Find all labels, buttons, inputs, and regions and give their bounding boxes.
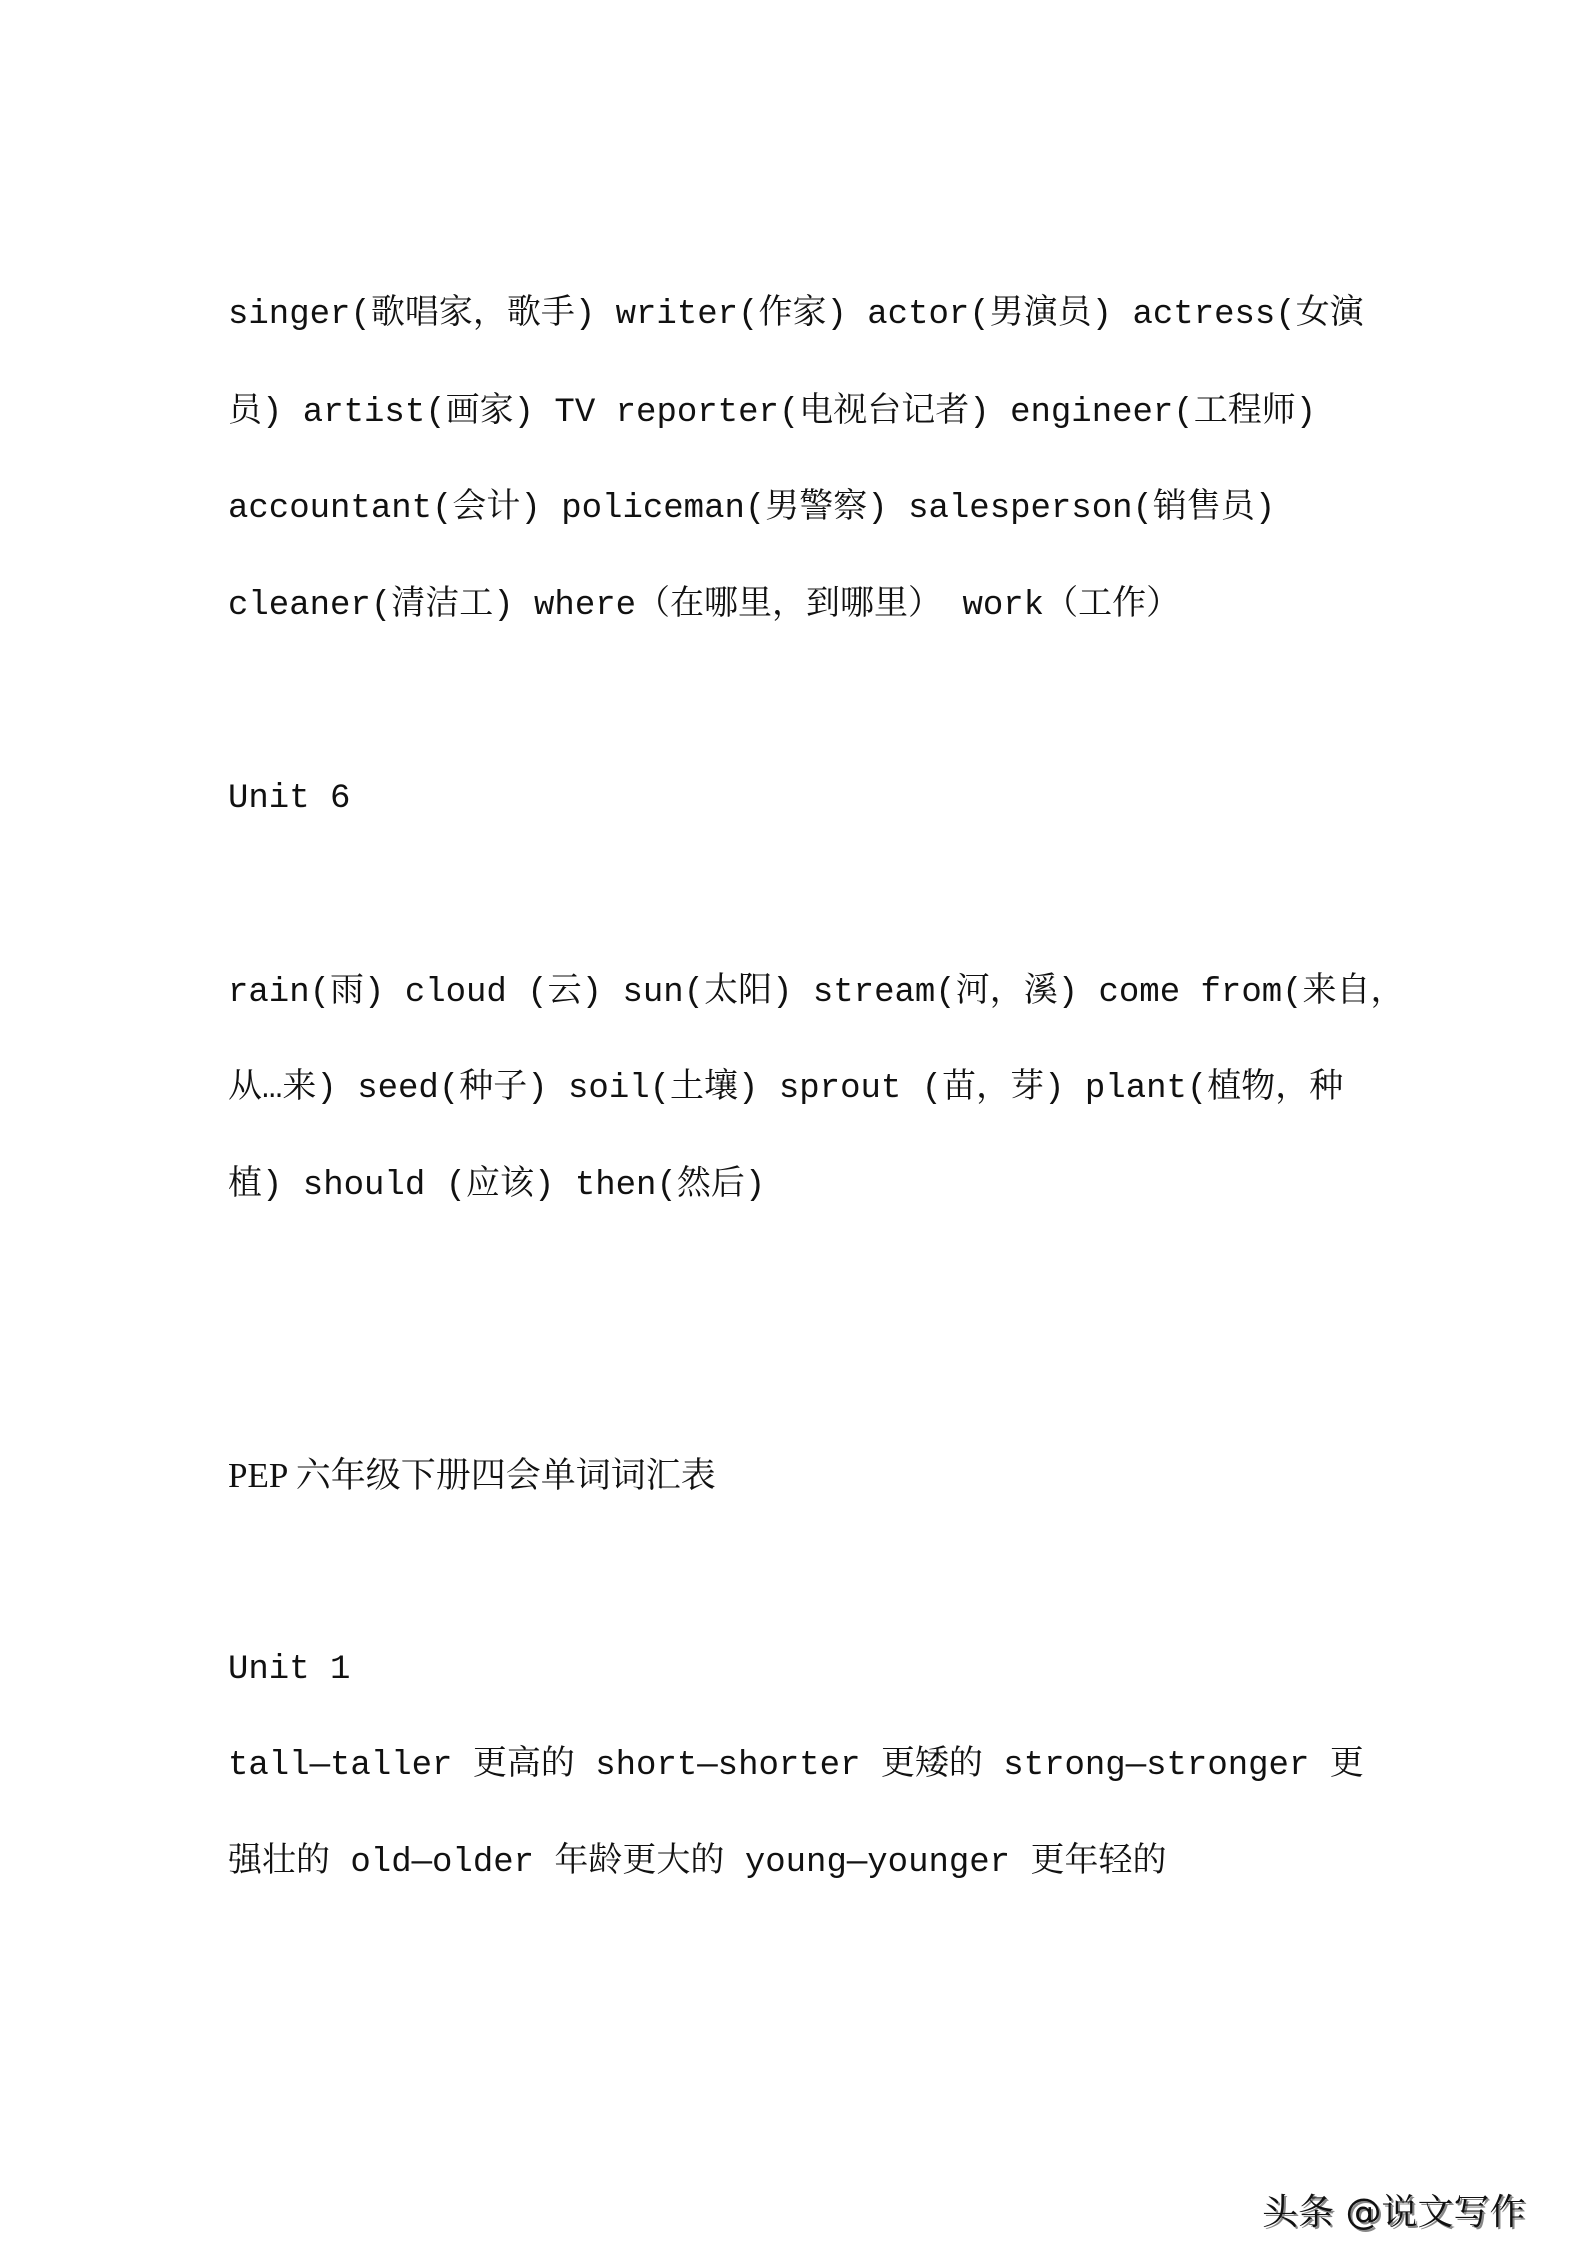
vocab-line: 植) should (应该) then(然后) [228,1167,766,1205]
vocab-line: cleaner(清洁工) where（在哪里，到哪里） work（工作） [228,587,1181,625]
vocab-line: 员) artist(画家) TV reporter(电视台记者) engineer(工程师) [228,394,1317,432]
vocab-line: accountant(会计) policeman(男警察) salesperson(销售员) [228,490,1276,528]
watermark: 头条 @说文写作 [1262,2192,1526,2233]
vocab-line: 从…来) seed(种子) soil(土壤) sprout (苗，芽) plant(植物，种 [228,1070,1344,1108]
unit1-heading: Unit 1 [228,1651,351,1689]
unit6-heading: Unit 6 [228,780,351,818]
vocab-line: tall—taller 更高的 short—shorter 更矮的 strong—stronger 更 [228,1747,1364,1785]
vocab-line: singer(歌唱家，歌手) writer(作家) actor(男演员) actress(女演 [228,296,1364,334]
vocab-line: rain(雨) cloud (云) sun(太阳) stream(河，溪) come from(来自， [228,974,1405,1012]
section-title: PEP 六年级下册四会单词词汇表 [228,1456,716,1495]
vocab-line: 强壮的 old—older 年龄更大的 young—younger 更年轻的 [228,1844,1167,1882]
